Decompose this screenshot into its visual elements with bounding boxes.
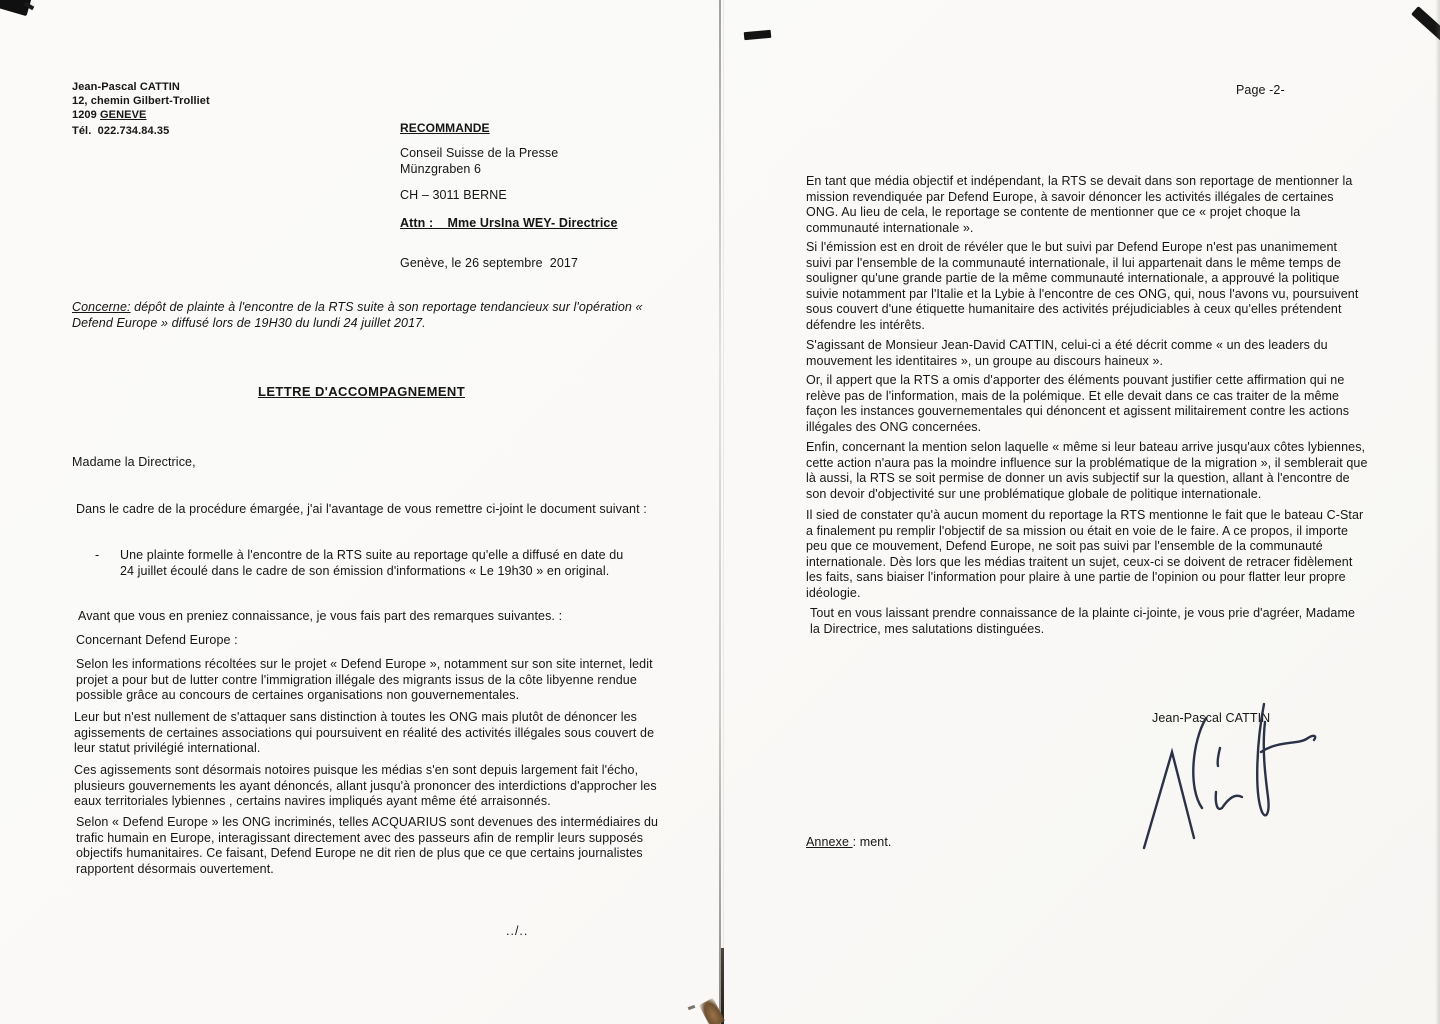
- page2-paragraph-1: En tant que média objectif et indépendant, la RTS se devait dans son reportage de mentionner la mission revendiquée par Defend Europe, à savoir dénoncer les activités illégales de certaines ONG. Au lieu de cela, le reportage se contente de mentionner que ce « projet choque la communauté internationale ».: [806, 174, 1353, 235]
- letter-title: LETTRE D'ACCOMPAGNEMENT: [258, 384, 466, 399]
- salutation: Madame la Directrice,: [72, 455, 196, 469]
- page-continuation-mark: ../..: [506, 924, 529, 938]
- page-fold-line: [719, 0, 721, 1024]
- signature-name: Jean-Pascal CATTIN: [1152, 711, 1271, 725]
- annexe-line: [806, 835, 892, 851]
- sender-phone: Tél. 022.734.84.35: [72, 125, 170, 137]
- recommande-label: RECOMMANDE: [400, 121, 490, 135]
- page-fold-line-faint: [723, 0, 724, 1024]
- recipient-street: Münzgraben 6: [400, 161, 482, 176]
- scan-artifact-bottom-line: [721, 948, 724, 1024]
- sender-city-line: [72, 108, 210, 122]
- subject-text: dépôt de plainte à l'encontre de la RTS suite à son reportage tendancieux sur l'opération « Defend Europe » diffusé lors de 19H30 du lundi 24 juillet 2017.: [72, 300, 643, 330]
- page1-paragraph-1: Selon les informations récoltées sur le projet « Defend Europe », notamment sur son site internet, ledit projet a pour but de lutter contre l'immigration illégale des migrants issus de la côte libyenne rendue possible grâce au concours de certaines organisations non gouvernementales.: [76, 657, 653, 703]
- dateline: Genève, le 26 septembre 2017: [400, 256, 579, 270]
- sender-zip: 1209: [72, 109, 101, 121]
- page2-paragraph-2: Si l'émission est en droit de révéler que le but suivi par Defend Europe n'est pas unanimement suivi par l'ensemble de la communauté internationale, il lui appartenait dans le même temps de souligner qu'une grande partie de la même communauté internationale, a approuvé la politique suivie notamment par l'Italie et la Lybie à l'encontre de ces ONG, qui, nous l'avons vu, poursuivent sous couvert d'une étiquette humanitaire des activités préjudiciables à ceux qu'elles prétendent défendre les intérêts.: [806, 240, 1359, 332]
- page2-paragraph-3: S'agissant de Monsieur Jean-David CATTIN, celui-ci a été décrit comme « un des leaders du mouvement les identitaires », un groupe au discours haineux ».: [806, 338, 1328, 368]
- intro-paragraph: Dans le cadre de la procédure émargée, j'ai l'avantage de vous remettre ci-joint le document suivant :: [76, 502, 647, 516]
- recipient-org: Conseil Suisse de la Presse: [400, 146, 559, 160]
- sender-street: 12, chemin Gilbert-Trolliet: [72, 95, 210, 107]
- scan-artifact-bottom-speck: [688, 1005, 696, 1010]
- closing-paragraph: Tout en vous laissant prendre connaissance de la plainte ci-jointe, je vous prie d'agréer, Madame la Directrice, mes salutations distinguées.: [810, 606, 1356, 636]
- bullet-marker: -: [95, 548, 100, 562]
- page1-paragraph-3: Ces agissements sont désormais notoires puisque les médias s'en sont depuis largement fait l'écho, plusieurs gouvernements les ayant dénoncés, allant jusqu'à prononcer des interdictions d'approcher les eaux territoriales lybiennes , certains navires impliqués ayant même été arraisonnés.: [74, 763, 657, 809]
- recipient-block: [400, 146, 558, 177]
- page2-paragraph-6: Il sied de constater qu'à aucun moment du reportage la RTS mentionne le fait que le bateau C-Star a finalement pu remplir l'objectif de sa mission ou était en voie de le faire. A ce propos, il importe peu que ce mouvement, Defend Europe, ne soit pas suivi par l'ensemble de la communauté internationale. Dès lors que les médias traitent un sujet, ceux-ci se doivent de retracer fidèlement les faits, sans biaiser l'information pour plaire à une partie de l'opinion ou pour flatter leur propre idéologie.: [806, 508, 1364, 600]
- sender-name: Jean-Pascal CATTIN: [72, 81, 180, 93]
- page2-paragraph-5: Enfin, concernant la mention selon laquelle « même si leur bateau arrive jusqu'aux côtes lybiennes, cette action n'aura pas la moindre influence sur la problématique de la migration », il semblerait que là aussi, la RTS se soit permise de donner un avis subjectif sur la question, allant à l'encontre de son devoir d'objectivité sur une problématique globale de politique internationale.: [806, 440, 1368, 501]
- remarks-intro: Avant que vous en preniez connaissance, je vous fais part des remarques suivantes. :: [78, 609, 563, 623]
- annexe-label: Annexe: [806, 835, 853, 849]
- page1-paragraph-4: Selon « Defend Europe » les ONG incriminés, telles ACQUARIUS sont devenues des intermédiaires du trafic humain en Europe, interagissant directement avec des passeurs afin de remplir leurs supposés objectifs humanitaires. Ce faisant, Defend Europe ne dit rien de plus que ce que certains journalistes rapportent désormais ouvertement.: [76, 815, 659, 876]
- sender-block: [72, 80, 210, 122]
- scan-artifact-top-dash: [744, 30, 772, 40]
- subject-label: Concerne:: [72, 300, 131, 314]
- recipient-city: CH – 3011 BERNE: [400, 188, 507, 202]
- sender-city: GENEVE: [100, 109, 147, 121]
- page2-paragraph-4: Or, il appert que la RTS a omis d'apporter des éléments pouvant justifier cette affirmation qui ne relève pas de l'information, mais de la polémique. Et elle devait dans ce cas traiter de la même façon les instances gouvernementales qui dénoncent et agissent militairement contre les actions illégales des ONG concernées.: [806, 373, 1350, 434]
- page-number-label: Page -2-: [1236, 83, 1285, 97]
- signature-scribble: [1136, 700, 1336, 855]
- annexe-value: : ment.: [852, 835, 892, 849]
- page1-paragraph-2: Leur but n'est nullement de s'attaquer sans distinction à toutes les ONG mais plutôt de dénoncer les agissements de certaines associations qui poursuivent en réalité des activités illégales sous couvert de leur statut privilégié international.: [74, 710, 655, 756]
- subject-line: [72, 300, 672, 331]
- recipient-attn: Attn : Mme UrsIna WEY- Directrice: [400, 216, 618, 230]
- bullet-item: Une plainte formelle à l'encontre de la RTS suite au reportage qu'elle a diffusé en date du 24 juillet écoulé dans le cadre de son émission d'informations « Le 19h30 » en original.: [120, 548, 624, 578]
- concerning-heading: Concernant Defend Europe :: [76, 633, 238, 647]
- scan-edge-shadow: [1435, 0, 1440, 1024]
